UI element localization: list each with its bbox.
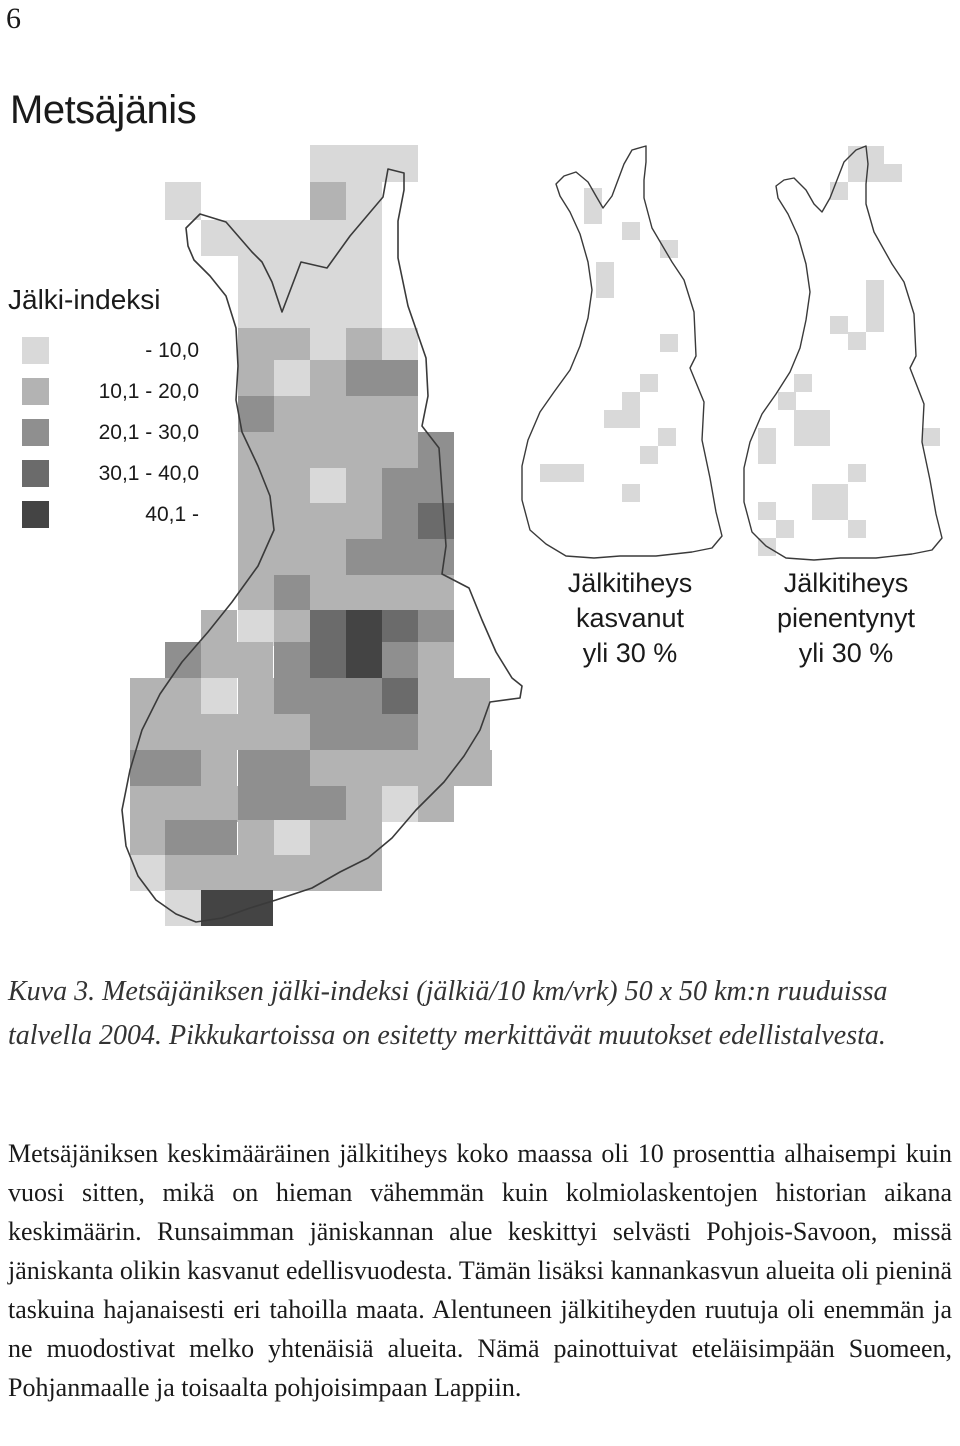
small-map-decreased <box>744 146 942 560</box>
highlight-cell <box>848 520 866 538</box>
small-map-increased-caption <box>520 566 740 671</box>
highlight-cell <box>576 464 584 482</box>
main-map <box>122 145 522 926</box>
highlight-cell <box>758 446 776 464</box>
caption-line: kasvanut <box>575 603 685 633</box>
highlight-cell <box>778 392 796 410</box>
small-map-increased <box>522 146 722 558</box>
highlight-cell <box>596 280 614 298</box>
highlight-cell <box>776 520 794 538</box>
highlight-cell <box>758 502 776 520</box>
legend-label: 10,1 - 20,0 <box>98 379 199 403</box>
small-map-decreased-caption <box>736 566 956 671</box>
highlight-cell <box>622 484 640 502</box>
caption-line: pienentynyt <box>776 603 916 633</box>
highlight-cell <box>812 484 848 520</box>
main-map-grid <box>130 145 492 926</box>
highlight-cell <box>540 464 576 482</box>
highlight-cell <box>758 428 776 446</box>
highlight-cell <box>622 410 640 428</box>
caption-line: Jälkitiheys <box>567 568 693 598</box>
highlight-cell <box>866 280 884 332</box>
highlight-cell <box>596 262 614 280</box>
highlight-cell <box>830 316 848 334</box>
legend-label: 30,1 - 40,0 <box>98 461 199 485</box>
caption-line: yli 30 % <box>582 638 678 668</box>
body-paragraph: Metsäjäniksen keskimääräinen jälkitiheys koko maassa oli 10 prosenttia alhaisempi kuin vuosi sitten, mikä on hieman vähemmän kuin kolmiolaskentojen historian aikana keskimäärin. Runsaimman jäniskannan alue keskittyi selvästi Pohjois-Savoon, missä jäniskanta olikin kasvanut edellisvuodesta. Tämän lisäksi kannankasvun alueita oli pieninä taskuina hajanaisesti eri tahoilla maata. Alentuneen jälkitiheyden ruutuja oli enemmän ja ne muodostivat melko yhtenäisiä alueita. Nämä painottuivat eteläisimpään Suomeen, Pohjanmaalle ja toisaalta pohjoisimpaan Lappiin. <box>8 1139 952 1402</box>
legend-label: 20,1 - 30,0 <box>98 420 199 444</box>
caption-line: Jälkitiheys <box>783 568 909 598</box>
highlight-cell <box>658 428 676 446</box>
highlight-cell <box>640 446 658 464</box>
legend-label: 40,1 - <box>145 502 199 526</box>
highlight-cell <box>884 164 902 182</box>
page-number: 6 <box>6 2 21 35</box>
highlight-cell <box>794 410 830 446</box>
legend-title: Jälki-indeksi <box>8 284 161 315</box>
highlight-cell <box>622 222 640 240</box>
figure-caption: Kuva 3. Metsäjäniksen jälki-indeksi (jälkiä/10 km/vrk) 50 x 50 km:n ruuduissa talvella 2004. Pikkukartoissa on esitetty merkittävät muutokset edellistalvesta. <box>8 976 888 1051</box>
page-title: Metsäjänis <box>10 88 197 132</box>
highlight-cell <box>604 410 622 428</box>
highlight-cell <box>584 206 602 224</box>
highlight-cell <box>660 334 678 352</box>
highlight-cell <box>848 464 866 482</box>
highlight-cell <box>794 374 812 392</box>
highlight-cell <box>660 240 678 258</box>
highlight-cell <box>640 374 658 392</box>
highlight-cell <box>622 392 640 410</box>
highlight-cell <box>922 428 940 446</box>
legend-label: - 10,0 <box>145 338 199 362</box>
highlight-cell <box>848 332 866 350</box>
caption-line: yli 30 % <box>798 638 894 668</box>
